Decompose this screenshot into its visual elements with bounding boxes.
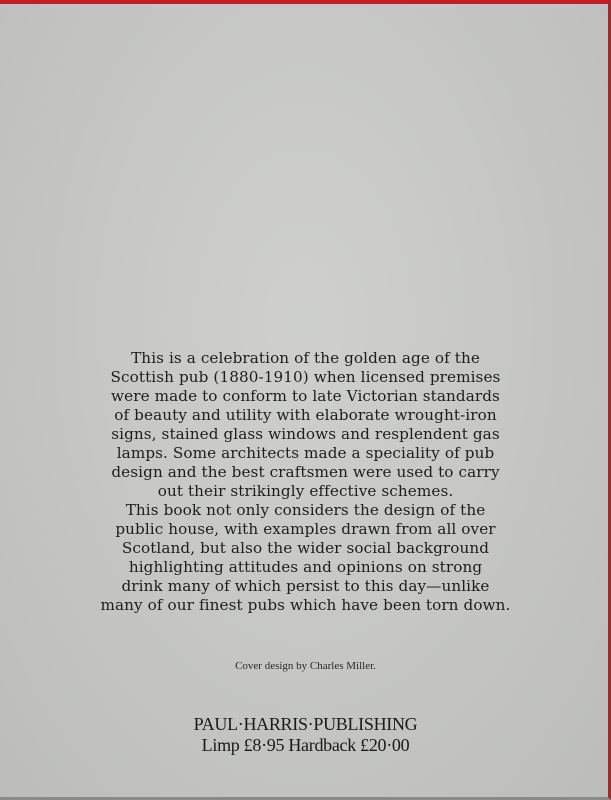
- blurb-line: design and the best craftsmen were used to carry: [111, 463, 500, 481]
- blurb-line: public house, with examples drawn from all over: [115, 520, 496, 538]
- blurb-line: highlighting attitudes and opinions on strong: [128, 558, 483, 576]
- blurb-line: of beauty and utility with elaborate wrought-iron: [114, 406, 497, 424]
- blurb-line: drink many of which persist to this day—unlike: [121, 577, 490, 595]
- blurb-text: [30, 349, 581, 615]
- publisher-block: [0, 714, 611, 756]
- blurb-line: Scotland, but also the wider social background: [121, 539, 490, 557]
- blurb-paragraph-1: [30, 349, 581, 501]
- blurb-line: lamps. Some architects made a speciality of pub: [116, 444, 495, 462]
- blurb-line: This book not only considers the design of the: [125, 501, 486, 519]
- blurb-line: out their strikingly effective schemes.: [157, 482, 454, 500]
- cover-design-credit: Cover design by Charles Miller.: [235, 660, 376, 672]
- publisher-name: PAUL·HARRIS·PUBLISHING: [193, 714, 418, 734]
- blurb-line: were made to conform to late Victorian standards: [111, 387, 500, 405]
- blurb-paragraph-2: [30, 501, 581, 615]
- blurb-line: signs, stained glass windows and resplendent gas: [111, 425, 500, 443]
- blurb-line: This is a celebration of the golden age of the: [131, 349, 480, 367]
- price-line: Limp £8·95 Hardback £20·00: [201, 735, 410, 755]
- blurb-line: Scottish pub (1880-1910) when licensed premises: [110, 368, 501, 386]
- blurb-line: many of our finest pubs which have been torn down.: [100, 596, 511, 614]
